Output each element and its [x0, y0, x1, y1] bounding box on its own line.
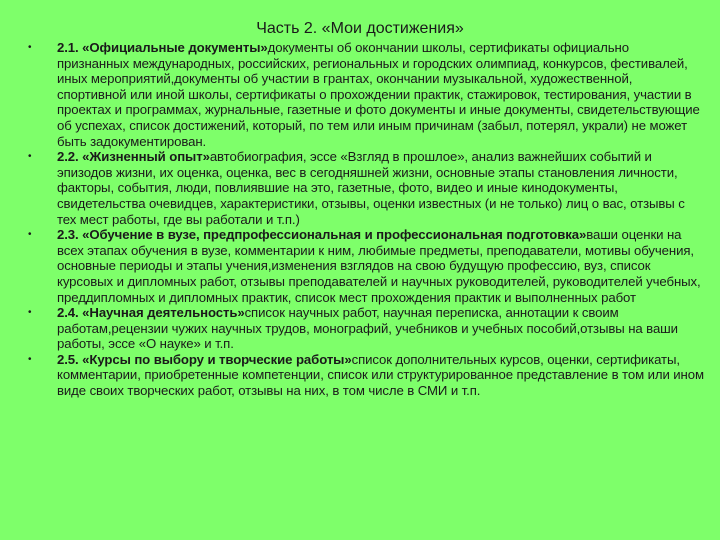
slide-title: Часть 2. «Мои достижения» — [256, 20, 464, 37]
item-heading: 2.2. «Жизненный опыт» — [57, 149, 210, 165]
list-item-elective-courses — [24, 352, 704, 399]
item-text: автобиография, эссе «Взгляд в прошлое», анализ важнейших событий и эпизодов жизни, их оценка, оценка, вес в сегодняшней жизни, основные этапы становления личности, факторы, события, люди, повлиявшие на это, газетные, фото, видео и иные кинодокументы, свидетельства очевидцев, характеристики, отзывы, оценки известных (и не только) лиц о вас, отзывы с тех мест работы, где вы работали и т.п.) — [57, 149, 685, 227]
bullet-icon: • — [28, 353, 32, 365]
bullet-icon: • — [28, 307, 32, 319]
list-item-life-experience — [24, 149, 704, 227]
item-text: ваши оценки на всех этапах обучения в вузе, комментарии к ним, любимые предметы, преподаватели, мотивы обучения, основные периоды и этапы учения,изменения взглядов на свою будущую профессию, вуз, список курсовых и дипломных работ, отзывы преподавателей и научных руководителей, руководителей учебных, преддипломных и дипломных практик, список мест прохождения практик и выполненных работ — [57, 227, 701, 305]
item-heading: 2.1. «Официальные документы» — [57, 40, 268, 55]
list-item-university-education — [24, 227, 704, 305]
list-item-official-documents — [24, 40, 704, 149]
item-text: список дополнительных курсов, оценки, сертификаты, комментарии, приобретенные компетенции, список или структурированное представление в том или ином виде своих творческих работ, отзывы на них, в том числе в СМИ и т.п. — [57, 351, 704, 399]
list-item-research-activity — [24, 305, 704, 352]
bullet-icon: • — [28, 42, 32, 53]
item-text: список научных работ, научная переписка, аннотации к своим работам,рецензии чужих научных трудов, монографий, учебников и учебных пособий,отзывы на ваши работы, эссе «О науке» и т.п. — [57, 305, 678, 352]
bullet-icon: • — [28, 229, 32, 241]
item-heading: 2.4. «Научная деятельность» — [57, 305, 245, 321]
item-text: документы об окончании школы, сертификаты официально признанных международных, российских, региональных и городских олимпиад, конкурсов, фестивалей, иных мероприятий,документы об участии в грантах, окончании музыкальной, художественной, спортивной или иной школы, сертификаты о прохождении практик, стажировок, тестирования, участии в проектах и программах, журнальные, газетные и фото документы и иные документы, свидетельствующие об успехах, список достижений, который, по тем или иным причинам (забыл, потерял, украли) не может быть задокументирован. — [57, 40, 700, 149]
item-heading: 2.3. «Обучение в вузе, предпрофессиональная и профессиональная подготовка» — [57, 227, 587, 243]
item-heading: 2.5. «Курсы по выбору и творческие работы» — [57, 351, 352, 367]
achievements-list — [24, 40, 704, 399]
bullet-icon: • — [28, 151, 32, 163]
